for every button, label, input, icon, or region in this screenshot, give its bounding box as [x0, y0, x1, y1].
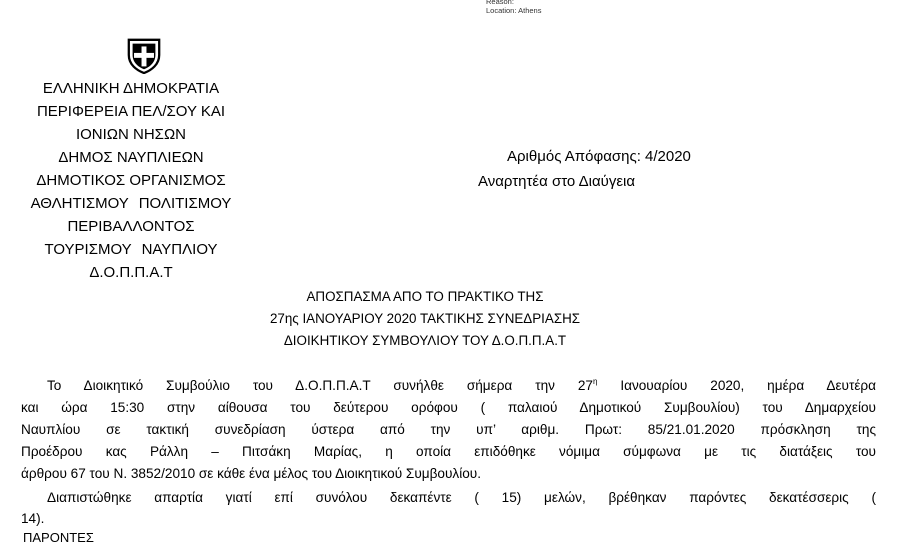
header-line-region: ΠΕΡΙΦΕΡΕΙΑ ΠΕΛ/ΣΟΥ ΚΑΙ — [36, 103, 226, 120]
header-line-tourism: ΤΟΥΡΙΣΜΟΥ ΝΑΥΠΛΙΟΥ — [44, 241, 218, 258]
header-line-environment: ΠΕΡΙΒΑΛΛΟΝΤΟΣ — [67, 218, 195, 235]
paragraph-2-line-1: Διαπιστώθηκε απαρτία γιατί επί συνόλου δεκαπέντε ( 15) μελών, βρέθηκαν παρόντες δεκατέσσερις ( — [47, 490, 876, 505]
signature-reason: Reason: — [486, 0, 514, 6]
greek-emblem-icon — [125, 36, 163, 74]
paragraph-1-line-5: άρθρου 67 του Ν. 3852/2010 σε κάθε ένα μέλος του Διοικητικού Συμβουλίου. — [21, 466, 481, 481]
paragraph-1-text-before: Το Διοικητικό Συμβούλιο του Δ.Ο.Π.Π.Α.Τ συνήλθε σήμερα την 27 — [47, 378, 593, 393]
paragraph-1-line-4: Προέδρου κας Ράλλη – Πιτσάκη Μαρίας, η οποία επιδόθηκε νόμιμα σύμφωνα με τις διατάξεις του — [21, 444, 876, 459]
ordinal-superscript: η — [592, 377, 598, 386]
header-line-sports-culture: ΑΘΛΗΤΙΣΜΟΥ ΠΟΛΙΤΙΣΜΟΥ — [30, 195, 232, 212]
header-line-islands: ΙΟΝΙΩΝ ΝΗΣΩΝ — [75, 126, 187, 143]
paragraph-1-text-after: Ιανουαρίου 2020, ημέρα Δευτέρα — [597, 378, 876, 393]
header-line-acronym: Δ.Ο.Π.Π.Α.Τ — [89, 264, 173, 281]
paragraph-1-line-2: και ώρα 15:30 στην αίθουσα του δεύτερου ορόφου ( παλαιού Δημοτικού Συμβουλίου) του Δημαρχείου — [21, 400, 876, 415]
title-line-extract: ΑΠΟΣΠΑΣΜΑ ΑΠΟ ΤΟ ΠΡΑΚΤΙΚΟ ΤΗΣ — [306, 289, 544, 304]
title-line-session: 27ης ΙΑΝΟΥΑΡΙΟΥ 2020 ΤΑΚΤΙΚΗΣ ΣΥΝΕΔΡΙΑΣΗΣ — [269, 311, 581, 326]
signature-stamp — [486, 0, 541, 15]
signature-location: Location: Athens — [486, 6, 542, 15]
present-members-heading: ΠΑΡΟΝΤΕΣ — [23, 530, 94, 545]
header-line-organization: ΔΗΜΟΤΙΚΟΣ ΟΡΓΑΝΙΣΜΟΣ — [36, 172, 226, 189]
posting-note: Αναρτητέα στο Διαύγεια — [478, 173, 636, 190]
paragraph-1-line-3: Ναυπλίου σε τακτική συνεδρίαση ύστερα από την υπ’ αριθμ. Πρωτ: 85/21.01.2020 πρόσκληση της — [21, 422, 876, 437]
title-line-board: ΔΙΟΙΚΗΤΙΚΟΥ ΣΥΜΒΟΥΛΙΟΥ ΤΟΥ Δ.Ο.Π.Π.Α.Τ — [283, 333, 567, 348]
paragraph-1-line-1 — [47, 375, 876, 396]
paragraph-2-line-2: 14). — [21, 511, 45, 526]
decision-number: Αριθμός Απόφασης: 4/2020 — [507, 148, 691, 165]
header-line-municipality: ΔΗΜΟΣ ΝΑΥΠΛΙΕΩΝ — [58, 149, 204, 166]
header-line-state: ΕΛΛΗΝΙΚΗ ΔΗΜΟΚΡΑΤΙΑ — [42, 80, 220, 97]
